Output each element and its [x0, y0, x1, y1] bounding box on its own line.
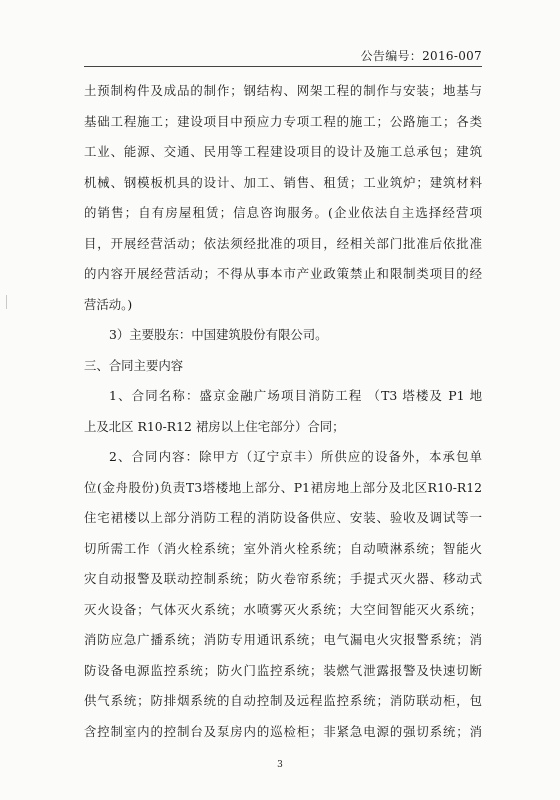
body-line: 切所需工作（消火栓系统；室外消火栓系统；自动喷淋系统；智能火 [84, 540, 482, 556]
body-line: 2、合同内容：除甲方（辽宁京丰）所供应的设备外，本承包单 [109, 449, 482, 464]
body-line: 灾自动报警及联动控制系统；防火卷帘系统；手提式灭火器、移动式 [84, 571, 482, 586]
body-line: 供气系统；防排烟系统的自动控制及远程监控系统；消防联动柜，包 [84, 693, 482, 708]
announcement-code: 公告编号：2016-007 [360, 49, 482, 63]
body-line: 住宅裙楼以上部分消防工程的消防设备供应、安装、验收及调试等一 [84, 510, 482, 525]
body-line: 目，开展经营活动；依法须经批准的项目，经相关部门批准后依批准 [84, 235, 482, 251]
body-line: 含控制室内的控制台及泵房内的巡检柜；非紧急电源的强切系统；消 [84, 723, 482, 739]
body-line: 基础工程施工；建设项目中预应力专项工程的施工；公路施工；各类 [84, 113, 482, 129]
body-line: 三、合同主要内容 [84, 357, 184, 373]
body-line: 3）主要股东：中国建筑股份有限公司。 [109, 327, 328, 342]
body-line: 工业、能源、交通、民用等工程建设项目的设计及施工总承包；建筑 [84, 144, 482, 159]
body-line: 的销售；自有房屋租赁；信息咨询服务。(企业依法自主选择经营项 [84, 205, 482, 220]
page-number: 3 [277, 760, 283, 770]
scan-margin-mark [6, 295, 7, 309]
body-line: 1、合同名称：盛京金融广场项目消防工程 （T3 塔楼及 P1 地 [109, 388, 482, 403]
body-line: 上及北区 R10-R12 裙房以上住宅部分）合同； [84, 418, 345, 434]
document-body [84, 76, 482, 747]
body-line: 位(金舟股份)负责T3塔楼地上部分、P1裙房地上部分及北区R10-R12 [84, 479, 482, 495]
body-line: 消防应急广播系统；消防专用通讯系统；电气漏电火灾报警系统；消 [84, 632, 482, 647]
header-rule [84, 66, 482, 67]
body-line: 的内容开展经营活动；不得从事本市产业政策禁止和限制类项目的经 [84, 266, 482, 281]
body-line: 机械、钢模板机具的设计、加工、销售、租赁；工业筑炉；建筑材料 [84, 174, 482, 190]
body-line: 防设备电源监控系统；防火门监控系统；装燃气泄露报警及快速切断 [84, 662, 482, 678]
body-line: 营活动。) [84, 296, 133, 312]
body-line: 灭火设备；气体灭火系统；水喷雾灭火系统；大空间智能灭火系统； [84, 601, 482, 617]
body-line: 土预制构件及成品的制作；钢结构、网架工程的制作与安装；地基与 [84, 83, 482, 98]
